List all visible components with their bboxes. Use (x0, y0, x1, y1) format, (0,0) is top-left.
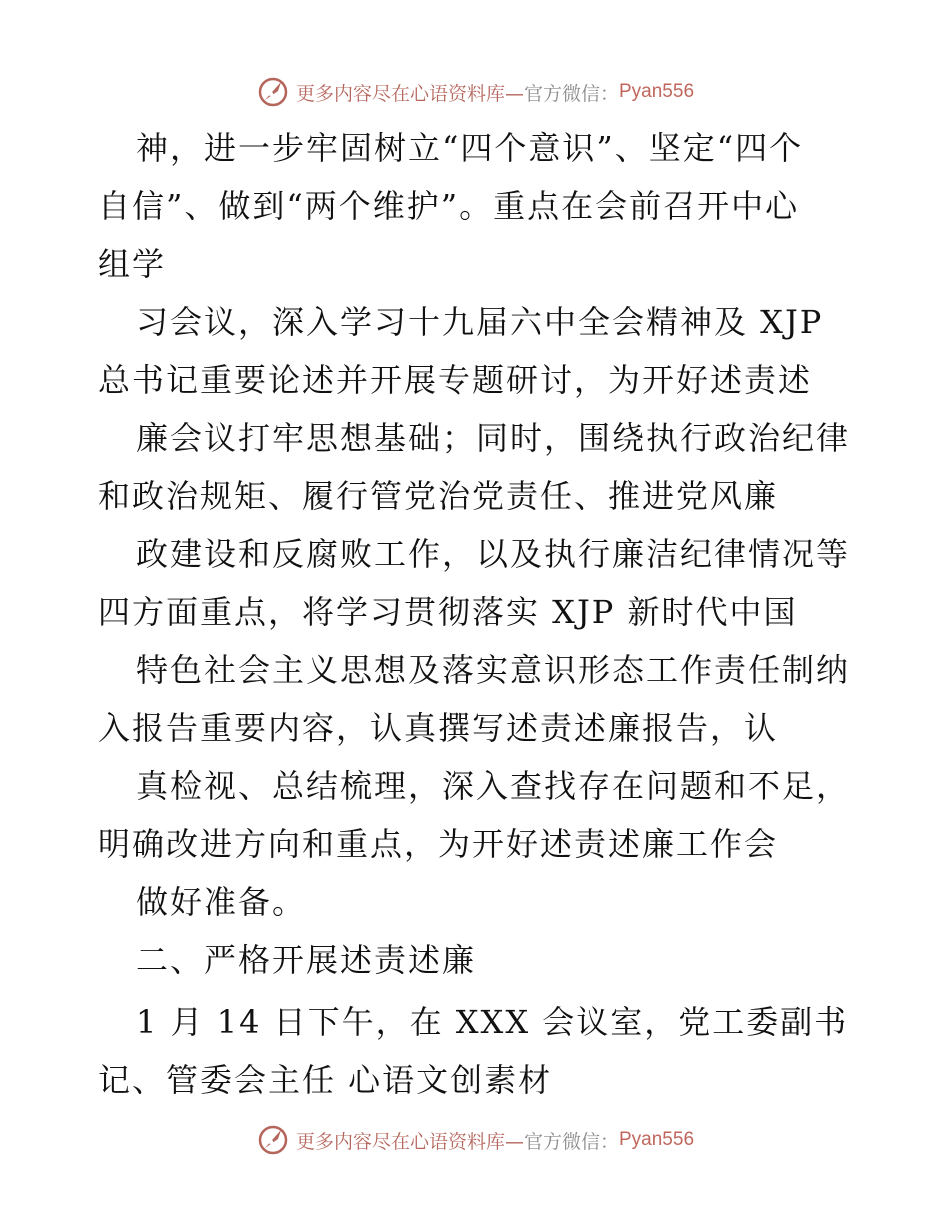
watermark-wechat-label: 官方微信： (523, 1130, 619, 1153)
text-line: 记、管委会主任 心语文创素材 (98, 1061, 553, 1099)
text-line: 1 月 14 日下午，在 XXX 会议室，党工委副书 (136, 1003, 849, 1041)
text-line: 总书记重要论述并开展专题研讨，为开好述责述 (98, 361, 813, 399)
text-line: 神，进一步牢固树立“四个意识”、坚定“四个 (136, 129, 804, 167)
watermark-handle: Pyan556 (619, 1129, 695, 1150)
text-line: 组学 (98, 245, 167, 283)
watermark-wechat-label: 官方微信： (523, 82, 619, 105)
text-line: 做好准备。 (136, 883, 307, 921)
text-line: 明确改进方向和重点，为开好述责述廉工作会 (98, 825, 779, 863)
footer-watermark (0, 1120, 950, 1160)
section-heading: 二、严格开展述责述廉 (136, 941, 477, 979)
quill-circle-icon (256, 1123, 290, 1157)
text-line: 自信”、做到“两个维护”。重点在会前召开中心 (98, 187, 800, 225)
text-line: 政建设和反腐败工作，以及执行廉洁纪律情况等 (136, 535, 851, 573)
text-line: 四方面重点，将学习贯彻落实 XJP 新时代中国 (98, 593, 798, 631)
text-line: 习会议，深入学习十九届六中全会精神及 XJP (136, 303, 824, 341)
text-line: 特色社会主义思想及落实意识形态工作责任制纳 (136, 651, 851, 689)
text-line: 和政治规矩、履行管党治党责任、推进党风廉 (98, 477, 779, 515)
watermark-text: 更多内容尽在心语资料库— (295, 1130, 524, 1153)
watermark-text: 更多内容尽在心语资料库— (295, 82, 524, 105)
text-line: 真检视、总结梳理，深入查找存在问题和不足， (136, 767, 851, 805)
text-line: 廉会议打牢思想基础；同时，围绕执行政治纪律 (136, 419, 851, 457)
watermark-handle: Pyan556 (619, 81, 695, 102)
text-line: 入报告重要内容，认真撰写述责述廉报告，认 (98, 709, 779, 747)
